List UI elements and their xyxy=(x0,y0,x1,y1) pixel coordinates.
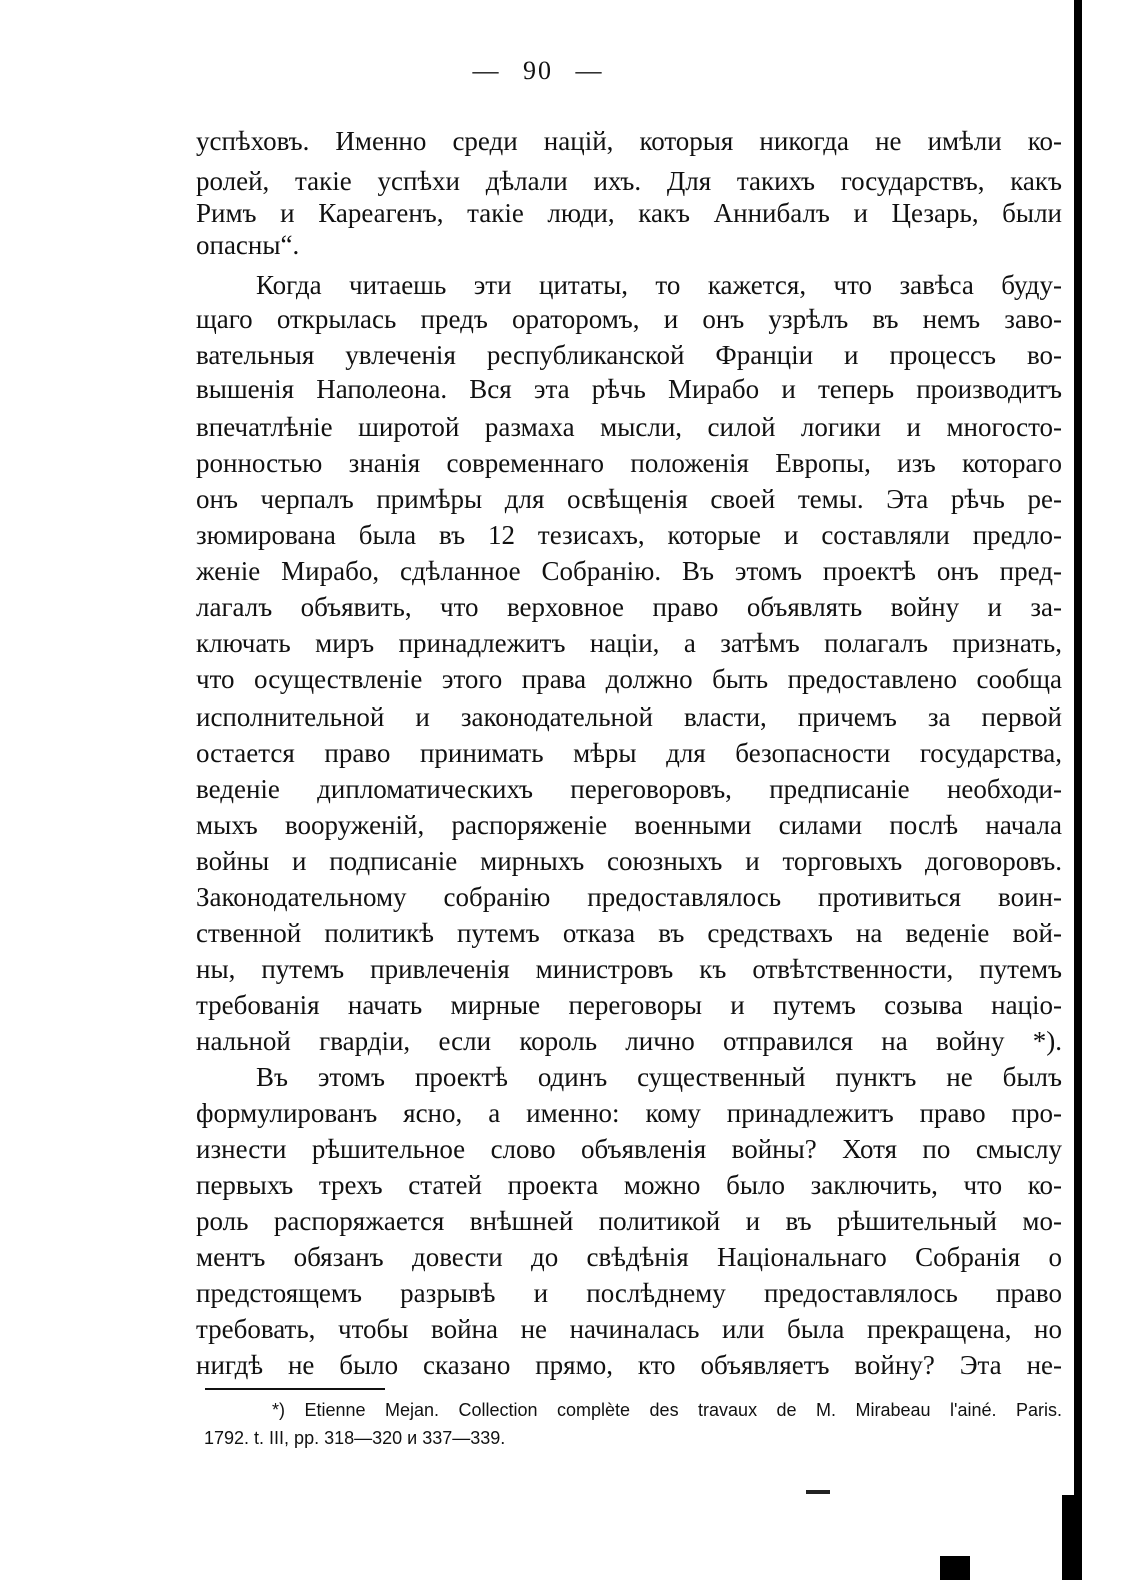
text-line: ролей, такіе успѣхи дѣлали ихъ. Для такихъ государствъ, какъ xyxy=(196,166,1062,196)
text-line: опасны“. xyxy=(196,230,300,260)
text-line: формулированъ ясно, а именно: кому принадлежитъ право про- xyxy=(196,1098,1062,1128)
text-line: Когда читаешь эти цитаты, то кажется, что завѣса буду- xyxy=(256,270,1062,300)
text-line: зюмирована была въ 12 тезисахъ, которые и составляли предло- xyxy=(196,520,1062,550)
text-line: ронностью знанія современнаго положенія Европы, изъ которагo xyxy=(196,448,1062,478)
footnote-line: 1792. t. III, pp. 318—320 и 337—339. xyxy=(204,1428,506,1448)
text-line: онъ черпалъ примѣры для освѣщенія своей темы. Эта рѣчь ре- xyxy=(196,484,1062,514)
text-line: нальной гвардіи, если король лично отправился на войну *). xyxy=(196,1026,1062,1056)
text-line: веденіе дипломатическихъ переговоровъ, предписаніе необходи- xyxy=(196,774,1062,804)
header-dash-left: — xyxy=(472,56,501,85)
text-line: первыхъ трехъ статей проекта можно было заключить, что ко- xyxy=(196,1170,1062,1200)
text-line: Законодательному собранію предоставлялось противиться воин- xyxy=(196,882,1062,912)
page-number: 90 xyxy=(523,56,553,85)
text-line: Римъ и Кареагенъ, такіе люди, какъ Аннибалъ и Цезарь, были xyxy=(196,198,1062,228)
text-line: требованія начать мирные переговоры и путемъ созыва націо- xyxy=(196,990,1062,1020)
text-line: вательныя увлеченія республиканской Франціи и процессъ во- xyxy=(196,340,1062,370)
text-line: мыхъ вооруженій, распоряженіе военными силами послѣ начала xyxy=(196,810,1062,840)
text-line: щаго открылась предъ ораторомъ, и онъ узрѣлъ въ немъ заво- xyxy=(196,304,1062,334)
text-line: впечатлѣніе широтой размаха мысли, силой логики и многосто- xyxy=(196,412,1062,442)
text-line: ключать миръ принадлежитъ націи, а затѣмъ полагалъ признать, xyxy=(196,628,1062,658)
text-line: роль распоряжается внѣшней политикой и въ рѣшительный мо- xyxy=(196,1206,1062,1236)
header-dash-right: — xyxy=(575,56,604,85)
text-line: нигдѣ не было сказано прямо, кто объявляетъ войну? Эта не- xyxy=(196,1350,1062,1380)
footnote-separator xyxy=(205,1388,385,1390)
scan-edge-shadow xyxy=(1062,1495,1082,1580)
text-line: успѣховъ. Именно среди націй, которыя никогда не имѣли ко- xyxy=(196,126,1062,156)
text-line: требовать, чтобы война не начиналась или была прекращена, но xyxy=(196,1314,1062,1344)
text-line: что осуществленіе этого права должно быть предоставлено сообща xyxy=(196,664,1062,694)
scan-speck xyxy=(806,1490,830,1494)
text-line: женіе Мирабо, сдѣланное Собранію. Въ этомъ проектѣ онъ пред- xyxy=(196,556,1062,586)
text-line: ны, путемъ привлеченія министровъ къ отвѣтственности, путемъ xyxy=(196,954,1062,984)
scan-corner-mark xyxy=(940,1556,970,1580)
text-line: войны и подписаніе мирныхъ союзныхъ и торговыхъ договоровъ. xyxy=(196,846,1062,876)
text-line: изнести рѣшительное слово объявленія войны? Хотя по смыслу xyxy=(196,1134,1062,1164)
text-line: лагалъ объявить, что верховное право объявлять войну и за- xyxy=(196,592,1062,622)
text-line: вышенія Наполеона. Вся эта рѣчь Мирабо и теперь производитъ xyxy=(196,374,1062,404)
scan-edge-line xyxy=(1074,0,1082,1580)
page-number-header xyxy=(0,56,1076,86)
footnote-line: *) Etienne Mejan. Collection complète des travaux de M. Mirabeau l'ainé. Paris. xyxy=(272,1400,1062,1420)
text-line: исполнительной и законодательной власти, причемъ за первой xyxy=(196,702,1062,732)
text-line: Въ этомъ проектѣ одинъ существенный пунктъ не былъ xyxy=(256,1062,1062,1092)
text-line: предстоящемъ разрывѣ и послѣднему предоставлялось право xyxy=(196,1278,1062,1308)
text-line: ментъ обязанъ довести до свѣдѣнія Національнаго Собранія о xyxy=(196,1242,1062,1272)
text-line: остается право принимать мѣры для безопасности государства, xyxy=(196,738,1062,768)
text-line: ственной политикѣ путемъ отказа въ средствахъ на веденіе вой- xyxy=(196,918,1062,948)
